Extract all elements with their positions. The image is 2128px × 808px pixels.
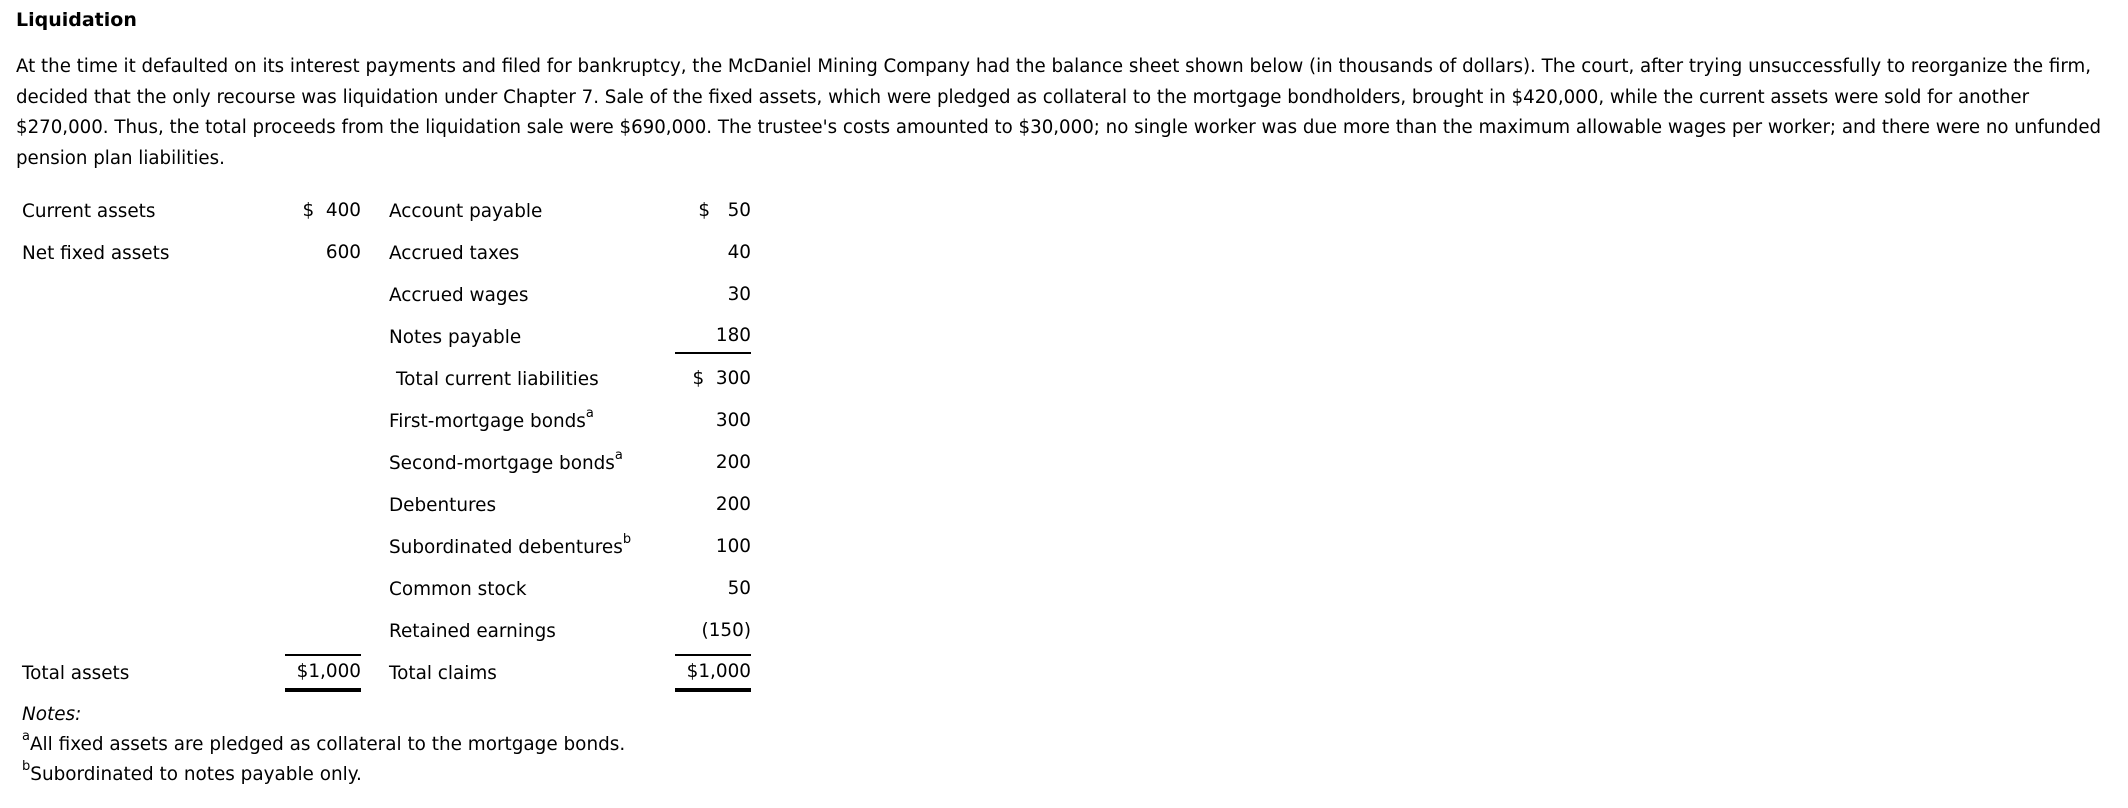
liability-label: Subordinated debentures$^b$ — [389, 531, 632, 558]
asset-value — [262, 316, 369, 358]
footnote-marker: a — [614, 447, 623, 463]
liability-value: $ 50 — [698, 200, 751, 221]
liability-value: 200 — [715, 452, 751, 473]
asset-value: 600 — [325, 242, 361, 263]
asset-label — [22, 400, 262, 442]
footnote-marker: a — [22, 729, 30, 744]
table-row — [22, 568, 757, 610]
asset-label — [22, 316, 262, 358]
asset-value — [262, 484, 369, 526]
table-row — [22, 610, 757, 652]
liability-value — [675, 316, 757, 358]
footnote-marker: a — [585, 405, 594, 421]
table-row — [22, 190, 757, 232]
liability-value: 200 — [715, 494, 751, 515]
asset-label: Current assets — [22, 200, 156, 222]
asset-label — [22, 274, 262, 316]
liability-value: 300 — [715, 410, 751, 431]
asset-value — [262, 610, 369, 652]
liability-label: Second-mortgage bonds$^a$ — [389, 447, 623, 474]
liability-label: Common stock — [389, 578, 527, 600]
total-assets-value: $1,000 — [262, 652, 369, 694]
total-claims-value: $1,000 — [675, 652, 757, 694]
table-row — [22, 316, 757, 358]
page-title: Liquidation — [16, 9, 137, 31]
liability-value: 30 — [727, 284, 751, 305]
asset-label — [22, 442, 262, 484]
asset-value: $ 400 — [302, 200, 361, 221]
asset-value — [262, 274, 369, 316]
asset-label — [22, 568, 262, 610]
asset-label — [22, 484, 262, 526]
footnote-marker: b — [22, 759, 31, 774]
footnote-marker: b — [622, 531, 632, 547]
liability-value: 40 — [727, 242, 751, 263]
table-row-totals — [22, 652, 757, 694]
table-row — [22, 274, 757, 316]
total-assets-label: Total assets — [22, 662, 130, 684]
table-row — [22, 526, 757, 568]
table-row — [22, 358, 757, 400]
footnote-b: $^b$Subordinated to notes payable only. — [22, 759, 362, 785]
problem-statement: At the time it defaulted on its interest payments and filed for bankruptcy, the McDaniel Mining Company had the balance sheet shown below (in thousands of dollars). The court, after trying unsuccessfully to reorganize the firm, decided that the only recourse was liquidation under Chapter 7. Sale of the fixed assets, which were pledged as collateral to the mortgage bondholders, brought in $420,000, while the current assets were sold for another $270,000. Thus, the total proceeds from the liquidation sale were $690,000. The trustee's costs amounted to $30,000; no single worker was due more than the maximum allowable wages per worker; and there were no unfunded pension plan liabilities. — [16, 56, 2102, 169]
liability-label: First-mortgage bonds$^a$ — [389, 405, 594, 432]
liability-label: Retained earnings — [389, 620, 556, 642]
asset-value — [262, 526, 369, 568]
document-page — [16, 6, 2116, 790]
asset-label: Net fixed assets — [22, 242, 170, 264]
liability-value: 100 — [715, 536, 751, 557]
table-row — [22, 484, 757, 526]
asset-value — [262, 568, 369, 610]
asset-value — [262, 400, 369, 442]
liability-label: Accrued taxes — [389, 242, 520, 264]
balance-sheet-table — [22, 190, 757, 694]
footnote-a: $^a$All fixed assets are pledged as collateral to the mortgage bonds. — [22, 729, 626, 755]
liability-value: 50 — [727, 578, 751, 599]
liability-label: Account payable — [389, 200, 543, 222]
asset-value — [262, 442, 369, 484]
liability-value: $ 300 — [692, 368, 751, 389]
notes-title: Notes: — [22, 704, 82, 725]
subtotal-rule: 180 — [675, 320, 751, 354]
liability-value: (150) — [701, 620, 751, 641]
asset-label — [22, 358, 262, 400]
table-row — [22, 232, 757, 274]
asset-value — [262, 358, 369, 400]
asset-label — [22, 526, 262, 568]
liability-label: Total current liabilities — [396, 368, 599, 390]
total-claims-label: Total claims — [389, 662, 497, 684]
table-row — [22, 400, 757, 442]
liability-label: Debentures — [389, 494, 497, 516]
footnotes — [22, 700, 2116, 790]
table-row — [22, 442, 757, 484]
liability-label: Notes payable — [389, 326, 522, 348]
liability-label: Accrued wages — [389, 284, 529, 306]
asset-label — [22, 610, 262, 652]
